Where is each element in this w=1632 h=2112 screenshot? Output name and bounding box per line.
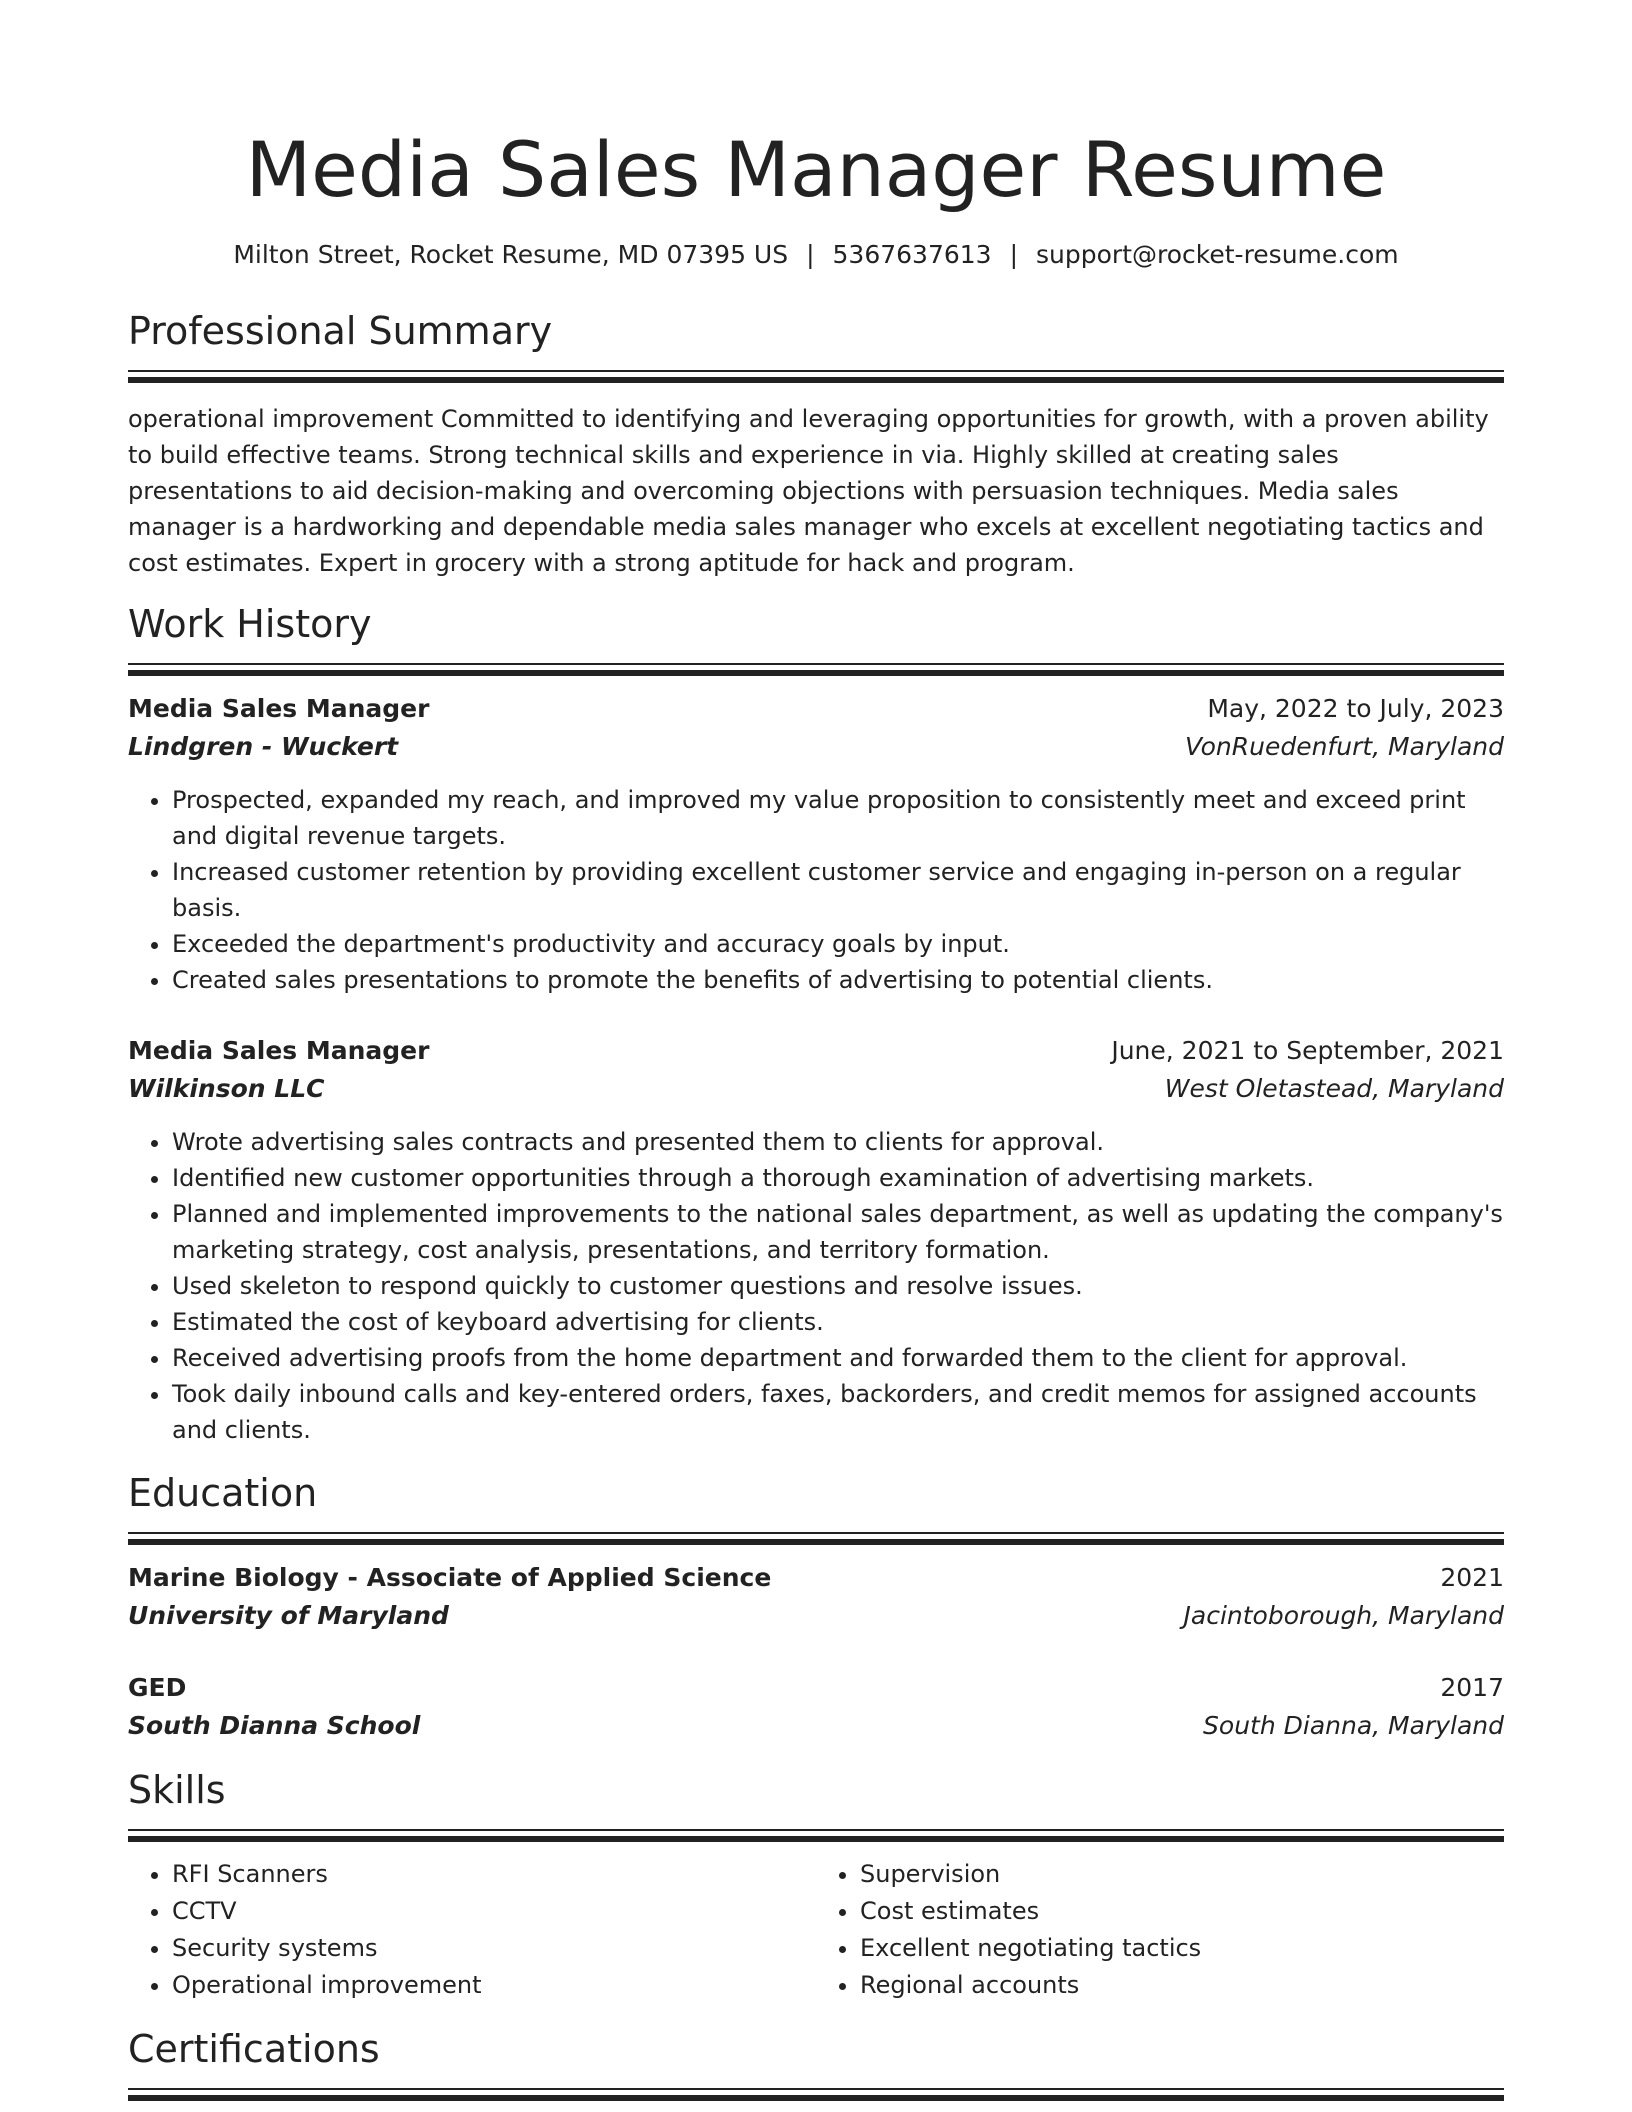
job-bullets — [128, 1124, 1504, 1448]
school-name: University of Maryland — [128, 1601, 449, 1630]
list-item: • Received advertising proofs from the home department and forwarded them to the client for approval. — [172, 1340, 1504, 1376]
list-item: • Operational improvement — [172, 1967, 816, 2004]
list-item: • Cost estimates — [860, 1893, 1504, 1930]
job-company: Wilkinson LLC — [128, 1074, 325, 1103]
skills-column-left — [128, 1856, 816, 2004]
list-item: • Identified new customer opportunities through a thorough examination of advertising markets. — [172, 1160, 1504, 1196]
degree-name: Marine Biology - Associate of Applied Science — [128, 1563, 772, 1592]
job-location: West Oletastead, Maryland — [1164, 1074, 1504, 1103]
list-item: • Took daily inbound calls and key-entered orders, faxes, backorders, and credit memos for assigned accounts and clients. — [172, 1376, 1504, 1448]
section-heading-work: Work History — [128, 602, 372, 646]
job-entry — [128, 690, 1504, 998]
job-dates: May, 2022 to July, 2023 — [1207, 694, 1504, 723]
skills-column-right — [816, 1856, 1504, 2004]
section-heading-certifications: Certifications — [128, 2027, 380, 2071]
list-item: • Increased customer retention by providing excellent customer service and engaging in-person on a regular basis. — [172, 854, 1504, 926]
contact-line — [128, 238, 1504, 272]
education-entry — [128, 1559, 1504, 1635]
contact-separator: | — [1009, 240, 1019, 269]
section-heading-summary: Professional Summary — [128, 309, 553, 353]
section-divider — [128, 370, 1504, 383]
list-item: • Used skeleton to respond quickly to customer questions and resolve issues. — [172, 1268, 1504, 1304]
list-item: • Excellent negotiating tactics — [860, 1930, 1504, 1967]
page-title: Media Sales Manager Resume — [245, 125, 1387, 214]
school-name: South Dianna School — [128, 1711, 421, 1740]
section-divider — [128, 663, 1504, 676]
section-divider — [128, 1829, 1504, 1842]
list-item: • CCTV — [172, 1893, 816, 1930]
list-item: • Regional accounts — [860, 1967, 1504, 2004]
list-item: • Prospected, expanded my reach, and improved my value proposition to consistently meet and exceed print and digital revenue targets. — [172, 782, 1504, 854]
degree-name: GED — [128, 1673, 187, 1702]
certifications-section — [128, 2024, 1504, 2101]
list-item: • Supervision — [860, 1856, 1504, 1893]
job-entry — [128, 1032, 1504, 1448]
graduation-year: 2017 — [1440, 1673, 1504, 1702]
job-dates: June, 2021 to September, 2021 — [1111, 1036, 1504, 1065]
list-item: • Exceeded the department's productivity and accuracy goals by input. — [172, 926, 1504, 962]
section-heading-skills: Skills — [128, 1768, 226, 1812]
skills-list — [128, 1856, 1504, 2004]
skills-section — [128, 1765, 1504, 2004]
contact-email: support@rocket-resume.com — [1036, 240, 1399, 269]
contact-phone: 5367637613 — [832, 240, 992, 269]
list-item: • Security systems — [172, 1930, 816, 1967]
job-title: Media Sales Manager — [128, 694, 430, 723]
school-location: Jacintoborough, Maryland — [1183, 1601, 1504, 1630]
job-title: Media Sales Manager — [128, 1036, 430, 1065]
section-heading-education: Education — [128, 1471, 318, 1515]
job-company: Lindgren - Wuckert — [128, 732, 399, 761]
job-location: VonRuedenfurt, Maryland — [1184, 732, 1504, 761]
work-section — [128, 599, 1504, 1448]
summary-section — [128, 306, 1504, 581]
contact-separator: | — [806, 240, 815, 269]
education-entry — [128, 1669, 1504, 1745]
list-item: • Planned and implemented improvements to the national sales department, as well as updating the company's marketing strategy, cost analysis, presentations, and territory formation. — [172, 1196, 1504, 1268]
education-section — [128, 1468, 1504, 1745]
section-divider — [128, 2088, 1504, 2101]
summary-text: operational improvement Committed to identifying and leveraging opportunities for growth, with a proven ability to build effective teams. Strong technical skills and experience in via. Highly skilled at creating sales presentations to aid decision-making and overcoming objections with persuasion techniques. Media sales manager is a hardworking and dependable media sales manager who excels at excellent negotiating tactics and cost estimates. Expert in grocery with a strong aptitude for hack and program. — [128, 405, 1489, 577]
graduation-year: 2021 — [1440, 1563, 1504, 1592]
list-item: • RFI Scanners — [172, 1856, 816, 1893]
job-bullets — [128, 782, 1504, 998]
section-divider — [128, 1532, 1504, 1545]
list-item: • Created sales presentations to promote the benefits of advertising to potential clients. — [172, 962, 1504, 998]
school-location: South Dianna, Maryland — [1203, 1711, 1504, 1740]
list-item: • Wrote advertising sales contracts and presented them to clients for approval. — [172, 1124, 1504, 1160]
contact-address: Milton Street, Rocket Resume, MD 07395 US — [233, 240, 789, 269]
list-item: • Estimated the cost of keyboard advertising for clients. — [172, 1304, 1504, 1340]
